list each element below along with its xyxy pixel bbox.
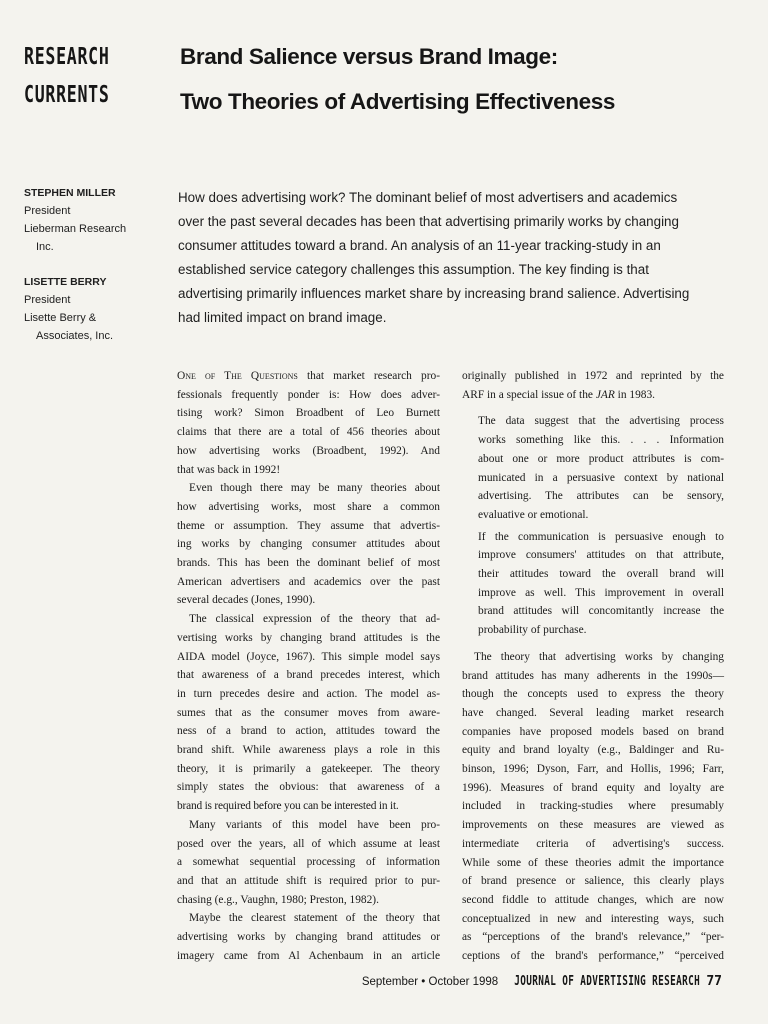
text-line: theme or assumption. They assume that advertis-: [177, 519, 440, 532]
text-line: advertising. The attributes can be sensory,: [478, 490, 724, 503]
text-line: claims that there are a total of 456 theories about: [177, 426, 440, 439]
text-line: tising work? Simon Broadbent of Leo Burnett: [177, 407, 440, 420]
page-number: 77: [706, 974, 722, 989]
author-block: [24, 184, 164, 256]
text-line: as “perceptions of the brand's relevance,” “per-: [462, 931, 724, 944]
author-org: Associates, Inc.: [36, 330, 114, 342]
text-line: American advertisers and academics over the past: [177, 575, 440, 588]
text-line: While some of these theories admit the importance: [462, 856, 724, 869]
text-fragment: in 1983.: [614, 388, 655, 401]
author-role: President: [24, 294, 71, 306]
body-paragraph: [177, 909, 440, 965]
text-line: their attitudes toward the overall brand will: [478, 568, 724, 581]
title-line: Brand Salience versus Brand Image:: [180, 44, 558, 69]
text-line: that was back in 1992!: [177, 463, 281, 476]
text-line: brand attitudes has many adherents in the 1990s—: [462, 669, 724, 682]
text-line: of brand presence or salience, this clearly plays: [462, 875, 724, 888]
text-line: theory, it is primarily a gatekeeper. The theory: [177, 762, 440, 775]
block-quote: [462, 412, 724, 524]
author-org: Inc.: [36, 241, 54, 253]
text-line: fessionals frequently ponder is: How does adver-: [177, 388, 440, 401]
article-title: [180, 34, 750, 124]
text-line: works something like this. . . . Information: [478, 434, 724, 447]
page-footer: [362, 974, 722, 989]
text-line: vertising works by changing brand attitudes is the: [177, 631, 440, 644]
text-line: in turn precedes desire and action. The model as-: [177, 687, 440, 700]
drop-lead: One of The Questions: [177, 370, 298, 382]
text-line: how advertising works (Broadbent, 1992). And: [177, 444, 440, 457]
text-line: Many variants of this model have been pro-: [189, 818, 440, 831]
text-line: probability of purchase.: [478, 624, 587, 637]
text-line: ing works by changing consumer attitudes about: [177, 538, 440, 551]
text-line: simply states the obvious: that awareness of a: [177, 781, 440, 794]
body-column-left: [177, 367, 440, 966]
author-name: LISETTE BERRY: [24, 276, 107, 288]
author-org: Lisette Berry &: [24, 312, 97, 324]
journal-abbrev: JAR: [595, 388, 615, 401]
text-line: brand shift. While awareness plays a role in this: [177, 744, 440, 757]
text-line: second fiddle to attitude changes, which are now: [462, 893, 724, 906]
author-name: STEPHEN MILLER: [24, 187, 116, 199]
abstract-line: had limited impact on brand image.: [178, 310, 387, 326]
text-line: brands. This has been the dominant belief of most: [177, 557, 440, 570]
section-label-line: CURRENTS: [24, 82, 110, 108]
text-line: that awareness of a brand precedes interest, which: [177, 669, 440, 682]
body-paragraph: [462, 648, 724, 966]
text-line: improvements on these measures are viewed as: [462, 819, 724, 832]
text-line: improve consumers' attitudes on that attribute,: [478, 549, 724, 562]
body-column-right: [462, 367, 724, 966]
text-line: binson, 1996; Dyson, Farr, and Hollis, 1996; Farr,: [462, 763, 724, 776]
title-line: Two Theories of Advertising Effectiveness: [180, 89, 615, 114]
abstract-line: How does advertising work? The dominant belief of most advertisers and academics: [178, 190, 678, 205]
text-line: If the communication is persuasive enough to: [478, 530, 724, 543]
text-line: have changed. Several leading market research: [462, 706, 724, 719]
text-line: ceptions of the brand's performance,” “perceived: [462, 950, 724, 963]
abstract-line: established service category challenges this assumption. The key finding is that: [178, 262, 649, 278]
text-line: though the concepts used to express the theory: [462, 688, 724, 701]
text-line: imagery came from Al Achenbaum in an article: [177, 949, 440, 962]
text-line: about one or more product attributes is com-: [478, 452, 724, 465]
text-line: Even though there may be many theories about: [189, 482, 440, 495]
text-line: conceptualized in new and interesting ways, such: [462, 912, 724, 925]
text-line: brand attitudes will concomitantly increase the: [478, 605, 724, 618]
text-line: how advertising works, most share a common: [177, 500, 440, 513]
abstract: [178, 186, 726, 331]
text-line: Maybe the clearest statement of the theory that: [189, 912, 440, 925]
text-line: municated in a persuasive context by national: [478, 471, 724, 484]
text-line: The theory that advertising works by changing: [474, 650, 724, 663]
body-paragraph: [462, 367, 724, 404]
body-paragraph: [177, 479, 440, 610]
text-line: a somewhat sequential processing of information: [177, 856, 440, 869]
section-label-line: RESEARCH: [24, 44, 110, 70]
body-paragraph: [177, 610, 440, 816]
journal-name: JOURNAL OF ADVERTISING RESEARCH: [514, 974, 701, 989]
text-line: that market research pro-: [306, 370, 440, 382]
author-role: President: [24, 205, 71, 217]
text-line: equity and brand loyalty (e.g., Baldinger and Ru-: [462, 744, 724, 757]
section-label: [24, 38, 125, 114]
block-quote: [462, 528, 724, 640]
text-line: chasing (e.g., Vaughn, 1980; Preston, 1982).: [177, 893, 379, 906]
abstract-line: over the past several decades has been that advertising primarily works by changing: [178, 214, 679, 230]
text-line: The data suggest that the advertising process: [478, 415, 724, 428]
text-line: 1996). Measures of brand equity and loyalty are: [462, 781, 724, 794]
text-line: originally published in 1972 and reprinted by the: [462, 370, 724, 382]
text-line: posed over the years, all of which assume at least: [177, 837, 440, 850]
author-org: Lieberman Research: [24, 223, 127, 235]
body-paragraph: [177, 816, 440, 910]
text-line: advertising works by changing brand attitudes or: [177, 931, 440, 944]
abstract-line: consumer attitudes toward a brand. An analysis of an 11-year tracking-study in an: [178, 238, 661, 254]
text-line: evaluative or emotional.: [478, 508, 589, 521]
text-fragment: ARF in a special issue of the: [462, 388, 596, 401]
text-line: improve as well. This improvement in overall: [478, 586, 724, 599]
abstract-line: advertising primarily influences market share by increasing brand salience. Advertising: [178, 286, 690, 302]
text-line: The classical expression of the theory that ad-: [189, 613, 440, 626]
issue-date: September • October 1998: [361, 976, 499, 988]
author-block: [24, 273, 164, 345]
text-line: brand is required before you can be interested in it.: [177, 800, 399, 813]
text-line: AIDA model (Joyce, 1967). This simple model says: [177, 650, 440, 663]
text-line: ness of a brand to action, attitudes toward the: [177, 725, 440, 738]
text-line: sumes that as the consumer moves from aware-: [177, 706, 440, 719]
text-line: included in tracking-studies where presumably: [462, 800, 724, 813]
text-line: several decades (Jones, 1990).: [177, 594, 316, 607]
text-line: companies have proposed models based on brand: [462, 725, 724, 738]
text-line: and that an attitude shift is required prior to pur-: [177, 874, 440, 887]
text-line: intermediate criteria of advertising's success.: [462, 837, 724, 850]
body-paragraph: [177, 367, 440, 479]
